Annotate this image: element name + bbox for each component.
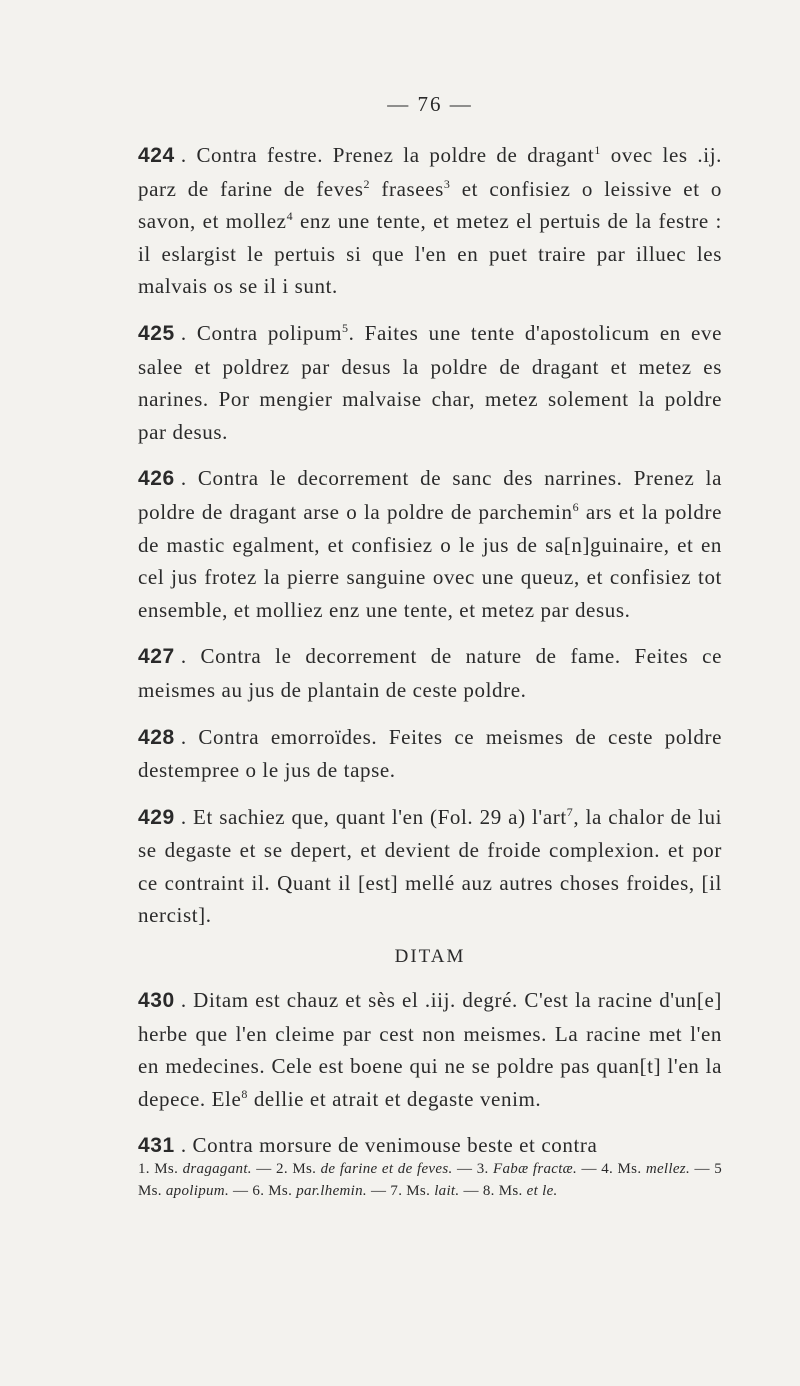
entry-427 (138, 640, 722, 706)
entry-430 (138, 984, 722, 1115)
entry-428 (138, 721, 722, 787)
footnote-text: 1. Ms. (138, 1161, 183, 1177)
entry-text: . Faites une tente d'apostolicum en eve salee et poldrez par desus la poldre de dragant et metez es narines. Por mengier malvaise char, metez solement la poldre par desus. (138, 320, 722, 444)
entry-number: 429 (138, 805, 175, 829)
footnote-ref: 1 (594, 143, 601, 157)
entry-number: 430 (138, 989, 175, 1013)
footnote-text: par.lhemin. (296, 1183, 367, 1199)
entry-text: ars et la poldre de mastic egalment, et confisiez o le jus de sa[n]guinaire, et en cel jus frotez la pierre sanguine ovec une queuz, et confisiez tot ensemble, et molliez enz une tente, et metez par desus. (138, 499, 722, 622)
footnote-ref: 2 (363, 176, 371, 191)
footnote-ref: 3 (443, 176, 451, 191)
entry-424 (138, 139, 722, 303)
footnote-ref: 6 (572, 499, 580, 514)
entry-429 (138, 801, 722, 932)
footnote-text: dragagant. (182, 1161, 252, 1177)
footnote-text: — 7. Ms. (367, 1183, 435, 1199)
entry-text: . Et sachiez que, quant l'en (Fol. 29 a) l'art (180, 804, 567, 829)
section-heading: DITAM (394, 946, 466, 968)
entry-426 (138, 462, 722, 626)
footnote-ref: 8 (241, 1086, 248, 1101)
entry-number: 431 (138, 1134, 175, 1158)
entry-number: 425 (138, 321, 175, 345)
footnote-text: — 5 Ms. (138, 1161, 722, 1199)
entry-number: 428 (138, 725, 175, 749)
footnote-text: de farine et de feves. (320, 1161, 453, 1177)
entry-text: , la chalor de lui se degaste et se depert, et devient de froide complexion. et por ce contraint il. Quant il [est] mellé auz autres choses froides, [il nercist]. (138, 804, 722, 928)
footnote-text: — 6. Ms. (229, 1183, 297, 1199)
footnote-ref: 5 (342, 320, 349, 335)
entry-text: enz une tente, et metez el pertuis de la festre : il eslargist le pertuis si que l'en en puet traire par illuec les malvais os se il i sunt. (138, 209, 722, 299)
footnote-text: apolipum. (165, 1183, 229, 1199)
entry-text: . Contra morsure de venimouse beste et contra (180, 1133, 598, 1158)
footnote-text: et le. (526, 1183, 558, 1199)
entry-text: . Ditam est chauz et sès el .iij. degré. C'est la racine d'un[e] herbe que l'en cleime par cest non meismes. La racine met l'en en medecines. Cele est boene qui ne se poldre pas quan[t] l'en la depece. Ele (138, 988, 722, 1111)
entry-text: . Contra le decorrement de sanc des narrines. Prenez la poldre de dragant arse o la poldre de parchemin (138, 466, 722, 524)
footnote-text: — 4. Ms. (577, 1161, 646, 1177)
footnote-ref: 7 (566, 804, 574, 819)
footnote-text: mellez. (645, 1161, 690, 1177)
entry-text: frasees (370, 176, 444, 201)
page-number: — 76 — (387, 92, 473, 116)
footnote-text: — 8. Ms. (459, 1183, 527, 1199)
entry-text: . Contra le decorrement de nature de fame. Feites ce meismes au jus de plantain de ceste poldre. (138, 644, 722, 702)
entries-block-2 (138, 984, 722, 1163)
entry-number: 426 (138, 467, 175, 491)
footnote-text: — 3. (452, 1161, 494, 1177)
entry-text: et confisiez o leissive et o savon, et mollez (138, 176, 722, 234)
footnote-text: lait. (434, 1183, 460, 1199)
entry-text: . Contra emorroïdes. Feites ce meismes de ceste poldre destempree o le jus de tapse. (138, 724, 722, 783)
entry-text: . Contra festre. Prenez la poldre de dragant (180, 143, 595, 167)
footnote-text: Fabæ fractæ. (493, 1161, 578, 1177)
entry-text: ovec les .ij. parz de farine de feves (138, 143, 722, 201)
footnotes (138, 1158, 722, 1202)
footnote-ref: 4 (286, 209, 294, 224)
entries-block (138, 139, 722, 932)
page-body (138, 92, 722, 1177)
footnote-text: — 2. Ms. (251, 1161, 321, 1177)
entry-number: 424 (138, 144, 175, 167)
entry-425 (138, 317, 722, 448)
entry-number: 427 (138, 645, 175, 669)
entry-text: dellie et atrait et degaste venim. (247, 1086, 542, 1111)
entry-text: . Contra polipum (180, 320, 343, 345)
